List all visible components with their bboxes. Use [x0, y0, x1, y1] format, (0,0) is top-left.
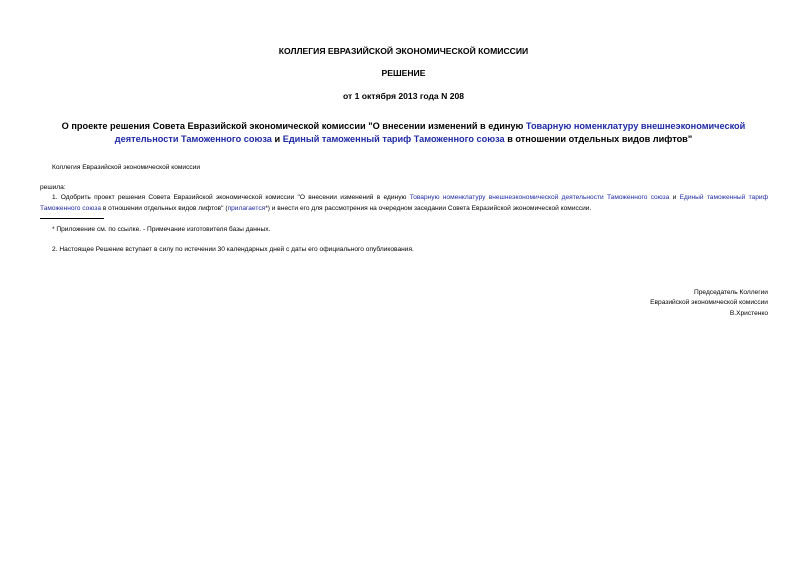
item-1-paragraph: [40, 192, 768, 214]
footnote-text: * Приложение см. по ссылке. - Примечание изготовителя базы данных.: [52, 226, 271, 233]
intro-text: Коллегия Евразийской экономической комиссии: [52, 164, 201, 171]
title-link-tariff[interactable]: Единый таможенный тариф Таможенного союза: [282, 134, 505, 144]
item-2-paragraph: 2. Настоящее Решение вступает в силу по истечении 30 календарных дней с даты его официального опубликования.: [52, 246, 414, 253]
item-1-link-tariff[interactable]: Единый таможенный тариф Таможенного союза: [40, 194, 768, 212]
organization-heading: КОЛЛЕГИЯ ЕВРАЗИЙСКОЙ ЭКОНОМИЧЕСКОЙ КОМИССИИ: [278, 46, 529, 56]
title-text-3: в отношении отдельных видов лифтов": [504, 134, 693, 144]
document-title: [34, 120, 773, 146]
date-number-heading: от 1 октября 2013 года N 208: [342, 91, 465, 101]
item-1-text-1: 1. Одобрить проект решения Совета Евразийской экономической комиссии "О внесении изменений в единую: [52, 194, 410, 201]
signature-name: В.Христенко: [729, 310, 768, 317]
document-type-heading: РЕШЕНИЕ: [381, 68, 426, 78]
title-text-2: и: [271, 134, 283, 144]
title-link-nomenclature[interactable]: Товарную номенклатуру внешнеэкономической деятельности Таможенного союза: [114, 121, 746, 144]
footnote-divider: [40, 218, 104, 219]
signature-position-1: Председатель Коллегии: [694, 289, 768, 296]
item-1-text-4: *) и внести его для рассмотрения на очередном заседании Совета Евразийской экономической комиссии.: [265, 205, 592, 212]
decided-text: решила:: [40, 184, 66, 191]
item-1-text-2: и: [669, 194, 680, 201]
title-text-1: О проекте решения Совета Евразийской экономической комиссии "О внесении изменений в единую: [61, 121, 526, 131]
item-1-text-3: в отношении отдельных видов лифтов" (: [101, 205, 228, 212]
item-1-link-nomenclature[interactable]: Товарную номенклатуру внешнеэкономической деятельности Таможенного союза: [409, 194, 670, 201]
item-1-link-attached[interactable]: прилагается: [227, 205, 266, 212]
signature-position-2: Евразийской экономической комиссии: [650, 299, 768, 306]
